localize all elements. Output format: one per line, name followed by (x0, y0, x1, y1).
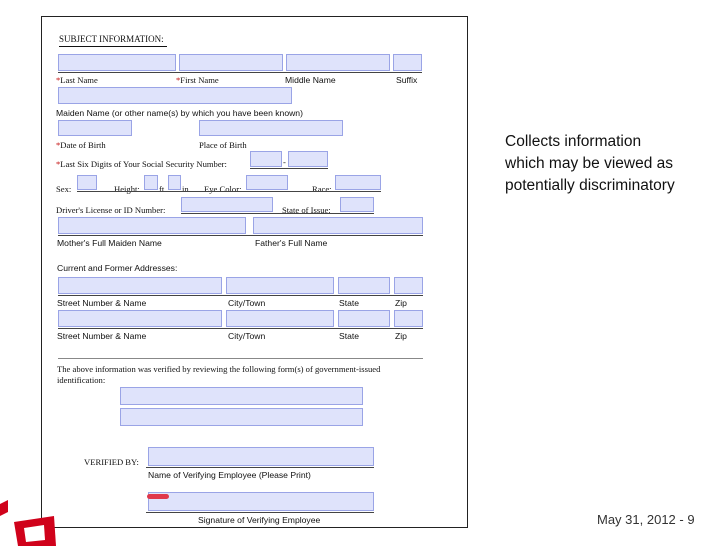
physical-underline (77, 191, 381, 192)
eye-color-label: Eye Color: (204, 184, 242, 194)
city-2-field[interactable] (226, 310, 334, 327)
verifier-name-label: Name of Verifying Employee (Please Print) (148, 470, 311, 480)
suffix-field[interactable] (393, 54, 422, 71)
verification-text: The above information was verified by reviewing the following form(s) of government-issued identification: (57, 364, 381, 385)
height-label: Height: (114, 184, 140, 194)
first-name-field[interactable] (179, 54, 283, 71)
side-note-line-2: which may be viewed as (505, 155, 673, 172)
middle-name-label: Middle Name (285, 75, 336, 85)
verified-by-label: VERIFIED BY: (84, 457, 139, 467)
eye-color-field[interactable] (246, 175, 288, 190)
city-1-label: City/Town (228, 298, 266, 308)
place-of-birth-field[interactable] (199, 120, 343, 136)
ssn-underline (250, 168, 328, 169)
ssn-dash: - (283, 157, 286, 167)
last-name-label: *Last Name (56, 75, 98, 85)
street-2-field[interactable] (58, 310, 222, 327)
race-field[interactable] (335, 175, 381, 190)
logo-icon (0, 494, 56, 546)
ssn-part1-field[interactable] (250, 151, 282, 167)
place-of-birth-label: Place of Birth (199, 140, 247, 150)
sex-label: Sex: (56, 184, 72, 194)
verifier-name-underline (146, 467, 374, 468)
race-label: Race: (312, 184, 332, 194)
id-form-1-field[interactable] (120, 387, 363, 405)
maiden-name-field[interactable] (58, 87, 292, 104)
maiden-name-label: Maiden Name (or other name(s) by which you have been known) (56, 108, 303, 118)
license-label: Driver's License or ID Number: (56, 205, 166, 215)
form-page (41, 16, 468, 528)
street-2-label: Street Number & Name (57, 331, 147, 341)
city-1-field[interactable] (226, 277, 334, 294)
side-note-line-1: Collects information (505, 133, 642, 150)
addresses-label: Current and Former Addresses: (57, 263, 178, 273)
street-1-label: Street Number & Name (57, 298, 147, 308)
address-1-underline (58, 295, 423, 296)
state-1-field[interactable] (338, 277, 390, 294)
in-label: in. (182, 184, 191, 194)
ssn-label: *Last Six Digits of Your Social Security Number: (56, 159, 227, 169)
signature-marker-icon (147, 494, 169, 499)
ssn-part2-field[interactable] (288, 151, 328, 167)
date-of-birth-field[interactable] (58, 120, 132, 136)
verification-divider (58, 358, 423, 359)
dob-label: *Date of Birth (56, 140, 106, 150)
state-of-issue-field[interactable] (340, 197, 374, 212)
parents-underline (58, 235, 423, 236)
middle-name-field[interactable] (286, 54, 390, 71)
fathers-name-field[interactable] (253, 217, 423, 234)
height-ft-field[interactable] (144, 175, 158, 190)
state-2-field[interactable] (338, 310, 390, 327)
verifier-signature-underline (146, 512, 374, 513)
first-name-label: *First Name (176, 75, 219, 85)
license-field[interactable] (181, 197, 273, 212)
state-2-label: State (339, 331, 360, 341)
zip-1-field[interactable] (394, 277, 423, 294)
side-note (505, 131, 675, 197)
state-1-label: State (339, 298, 360, 308)
zip-1-label: Zip (395, 298, 407, 308)
street-1-field[interactable] (58, 277, 222, 294)
state-of-issue-label: State of Issue: (282, 205, 331, 215)
ft-label: ft. (159, 184, 167, 194)
last-name-field[interactable] (58, 54, 176, 71)
zip-2-field[interactable] (394, 310, 423, 327)
suffix-label: Suffix (396, 75, 418, 85)
mothers-name-label: Mother's Full Maiden Name (57, 238, 162, 248)
zip-2-label: Zip (395, 331, 407, 341)
row1-underline (58, 72, 422, 73)
slide-footer: May 31, 2012 - 9 (597, 512, 695, 527)
verifier-name-field[interactable] (148, 447, 374, 466)
title-underline (59, 46, 167, 47)
fathers-name-label: Father's Full Name (255, 238, 328, 248)
verifier-signature-label: Signature of Verifying Employee (198, 515, 321, 525)
height-in-field[interactable] (168, 175, 181, 190)
sex-field[interactable] (77, 175, 97, 190)
section-title: SUBJECT INFORMATION: (59, 34, 164, 44)
mothers-name-field[interactable] (58, 217, 246, 234)
city-2-label: City/Town (228, 331, 266, 341)
address-2-underline (58, 328, 423, 329)
verifier-signature-field[interactable] (148, 492, 374, 511)
side-note-line-3: potentially discriminatory (505, 177, 675, 194)
id-form-2-field[interactable] (120, 408, 363, 426)
license-underline (181, 213, 374, 214)
